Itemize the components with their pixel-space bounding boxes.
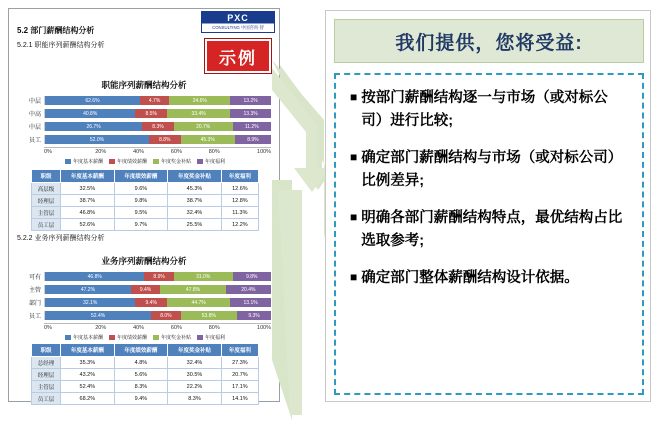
- bar-segment: 9.4%: [131, 285, 160, 294]
- chart-bars: [44, 285, 271, 294]
- column-header: 年度绩效薪酬: [114, 170, 168, 183]
- chart-row-label: 员工: [28, 314, 41, 320]
- sample-stamp: 示例: [205, 39, 271, 73]
- flow-arrow-icon: [272, 60, 332, 420]
- chart-x-axis: [44, 323, 271, 331]
- legend-label: 年度基本薪酬: [72, 159, 103, 165]
- table-cell: 员工层: [32, 219, 61, 231]
- bullet-square-icon: ■: [350, 150, 358, 164]
- table-cell: 高层级: [32, 183, 61, 195]
- chart-2-title: 业务序列薪酬结构分析: [101, 256, 187, 266]
- benefits-list: [334, 73, 644, 395]
- chart-bars: [44, 122, 271, 131]
- column-header: 职级: [32, 344, 61, 357]
- bar-segment: 4.7%: [140, 96, 169, 105]
- benefits-title: 我们提供，您将受益:: [395, 32, 583, 54]
- bar-segment: 13.3%: [230, 109, 271, 118]
- table-header-row: [32, 170, 259, 183]
- bar-segment: 45.3%: [181, 135, 235, 144]
- axis-tick: 100%: [256, 149, 271, 155]
- table-cell: 38.7%: [168, 195, 222, 207]
- bar-segment: 47.2%: [45, 285, 131, 294]
- column-header: 年度奖金补贴: [168, 344, 222, 357]
- chart-bars: [44, 135, 271, 144]
- axis-tick: 100%: [256, 325, 271, 331]
- table-cell: 12.6%: [221, 183, 258, 195]
- bar-segment: 20.7%: [174, 122, 233, 131]
- table-cell: 5.6%: [114, 369, 168, 381]
- table-row: [32, 219, 259, 231]
- legend-label: 年度奖金补贴: [161, 335, 192, 341]
- chart-row: [19, 121, 271, 132]
- chart-row: [19, 134, 271, 145]
- table-cell: 9.8%: [114, 195, 168, 207]
- axis-tick: 60%: [170, 149, 182, 155]
- chart-bars: [44, 298, 271, 307]
- bar-segment: 8.3%: [142, 122, 174, 131]
- table-cell: 11.3%: [221, 207, 258, 219]
- table-2: [31, 343, 259, 405]
- bar-segment: 31.0%: [174, 272, 233, 281]
- table-cell: 25.5%: [168, 219, 222, 231]
- table-cell: 14.1%: [221, 393, 258, 405]
- table-cell: 20.7%: [221, 369, 258, 381]
- chart-bars: [44, 109, 271, 118]
- bar-segment: 52.4%: [45, 311, 151, 320]
- bar-segment: 44.7%: [167, 298, 230, 307]
- chart-bars: [44, 272, 271, 281]
- axis-tick: 0%: [44, 325, 52, 331]
- chart-row-label: 员工: [28, 138, 41, 144]
- table-cell: 38.7%: [61, 195, 115, 207]
- bar-segment: 47.8%: [160, 285, 226, 294]
- bar-segment: 52.0%: [45, 135, 149, 144]
- list-item: [350, 87, 628, 133]
- legend-item: [197, 158, 225, 165]
- axis-tick: 80%: [208, 325, 220, 331]
- axis-tick: 60%: [170, 325, 182, 331]
- table-row: [32, 369, 259, 381]
- bar-segment: 33.4%: [167, 109, 230, 118]
- legend-item: [153, 158, 191, 165]
- document-heading-2: 5.2.1 职能序列薪酬结构分析: [17, 42, 105, 49]
- table-cell: 9.6%: [114, 183, 168, 195]
- chart-row-label: 中高: [28, 112, 41, 118]
- bar-segment: 24.6%: [169, 96, 230, 105]
- company-logo: [201, 11, 275, 33]
- column-header: 年度基本薪酬: [61, 170, 115, 183]
- logo-line-2: CONSULTING 中国咨询·智: [212, 25, 264, 30]
- bar-segment: 40.8%: [45, 109, 135, 118]
- table-cell: 27.3%: [221, 357, 258, 369]
- table-cell: 8.3%: [114, 381, 168, 393]
- table-row: [32, 207, 259, 219]
- legend-label: 年度绩效薪酬: [116, 335, 147, 341]
- table-cell: 总经理: [32, 357, 61, 369]
- table-row: [32, 195, 259, 207]
- column-header: 年度基本薪酬: [61, 344, 115, 357]
- axis-tick: 20%: [95, 149, 107, 155]
- chart-row-label: 可有: [28, 275, 41, 281]
- legend-label: 年度绩效薪酬: [116, 159, 147, 165]
- benefits-panel: [325, 10, 651, 402]
- list-item-text: 确定部门薪酬结构与市场（或对标公司）比例差异;: [361, 150, 623, 189]
- bar-segment: 9.8%: [233, 272, 271, 281]
- chart-row-label: 中层: [28, 99, 41, 105]
- table-cell: 9.5%: [114, 207, 168, 219]
- chart-row-label: 中层: [28, 125, 41, 131]
- axis-tick: 40%: [133, 149, 145, 155]
- chart-row: [19, 284, 271, 295]
- legend-swatch-icon: [109, 159, 115, 164]
- table-cell: 经理层: [32, 369, 61, 381]
- table-cell: 4.8%: [114, 357, 168, 369]
- list-item-text: 确定部门整体薪酬结构设计依据。: [361, 270, 579, 286]
- column-header: 年度绩效薪酬: [114, 344, 168, 357]
- bullet-square-icon: ■: [350, 90, 358, 104]
- chart-legend: [19, 334, 271, 341]
- chart-row: [19, 271, 271, 282]
- bar-segment: 11.2%: [233, 122, 271, 131]
- legend-item: [109, 334, 147, 341]
- legend-swatch-icon: [65, 335, 71, 340]
- logo-line-1: PXC: [227, 13, 249, 23]
- legend-item: [197, 334, 225, 341]
- axis-tick: 80%: [208, 149, 220, 155]
- table-cell: 52.6%: [61, 219, 115, 231]
- chart-x-axis: [44, 147, 271, 155]
- legend-swatch-icon: [197, 159, 203, 164]
- bullet-square-icon: ■: [350, 210, 358, 224]
- bar-segment: 62.6%: [45, 96, 140, 105]
- chart-row: [19, 297, 271, 308]
- table-cell: 22.2%: [168, 381, 222, 393]
- table-row: [32, 357, 259, 369]
- table-cell: 8.3%: [168, 393, 222, 405]
- table-cell: 9.7%: [114, 219, 168, 231]
- bullet-square-icon: ■: [350, 270, 358, 284]
- table-row: [32, 381, 259, 393]
- bar-segment: 26.7%: [45, 122, 142, 131]
- chart-bars: [44, 311, 271, 320]
- list-item-text: 按部门薪酬结构逐一与市场（或对标公司）进行比较;: [361, 90, 608, 129]
- table-cell: 52.4%: [61, 381, 115, 393]
- chart-bars: [44, 96, 271, 105]
- table-header-row: [32, 344, 259, 357]
- legend-label: 年度福利: [205, 159, 226, 165]
- table-cell: 32.4%: [168, 357, 222, 369]
- axis-tick: 20%: [95, 325, 107, 331]
- legend-label: 年度奖金补贴: [161, 159, 192, 165]
- table-cell: 45.3%: [168, 183, 222, 195]
- axis-tick: 40%: [133, 325, 145, 331]
- benefits-title-box: [334, 19, 644, 63]
- table-cell: 9.4%: [114, 393, 168, 405]
- bar-segment: 13.1%: [230, 298, 271, 307]
- table-cell: 经理层: [32, 195, 61, 207]
- table-cell: 17.1%: [221, 381, 258, 393]
- table-cell: 68.2%: [61, 393, 115, 405]
- chart-1-title: 职能序列薪酬结构分析: [101, 80, 187, 90]
- legend-item: [65, 158, 103, 165]
- column-header: 年度福利: [221, 170, 258, 183]
- chart-legend: [19, 158, 271, 165]
- chart-row: [19, 95, 271, 106]
- legend-item: [153, 334, 191, 341]
- bar-segment: 8.8%: [149, 135, 181, 144]
- bar-segment: 20.4%: [226, 285, 271, 294]
- chart-1: [19, 95, 271, 165]
- legend-item: [65, 334, 103, 341]
- axis-tick: 0%: [44, 149, 52, 155]
- list-item: [350, 207, 628, 253]
- bar-segment: 8.0%: [151, 311, 180, 320]
- bar-segment: 9.3%: [237, 311, 271, 320]
- legend-swatch-icon: [153, 335, 159, 340]
- list-item-text: 明确各部门薪酬结构特点，最优结构占比选取参考;: [361, 210, 623, 249]
- chart-2: [19, 271, 271, 341]
- chart-row: [19, 108, 271, 119]
- bar-segment: 8.5%: [135, 109, 167, 118]
- table-cell: 32.5%: [61, 183, 115, 195]
- table-row: [32, 393, 259, 405]
- list-item: [350, 267, 628, 290]
- bar-segment: 8.9%: [235, 135, 271, 144]
- table-1: [31, 169, 259, 231]
- legend-swatch-icon: [109, 335, 115, 340]
- bar-segment: 53.8%: [181, 311, 238, 320]
- table-cell: 46.8%: [61, 207, 115, 219]
- bar-segment: 9.4%: [135, 298, 167, 307]
- document-heading-1: 5.2 部门薪酬结构分析: [17, 26, 95, 35]
- table-cell: 12.2%: [221, 219, 258, 231]
- legend-item: [109, 158, 147, 165]
- bar-segment: 8.9%: [144, 272, 173, 281]
- legend-label: 年度基本薪酬: [72, 335, 103, 341]
- list-item: [350, 147, 628, 193]
- table-cell: 12.8%: [221, 195, 258, 207]
- chart-row-label: 部门: [28, 301, 41, 307]
- legend-swatch-icon: [65, 159, 71, 164]
- table-cell: 主管层: [32, 207, 61, 219]
- legend-label: 年度福利: [205, 335, 226, 341]
- table-cell: 主管层: [32, 381, 61, 393]
- bar-segment: 32.1%: [45, 298, 135, 307]
- table-cell: 30.5%: [168, 369, 222, 381]
- chart-row: [19, 310, 271, 321]
- column-header: 年度福利: [221, 344, 258, 357]
- bar-segment: 46.8%: [45, 272, 144, 281]
- column-header: 职级: [32, 170, 61, 183]
- column-header: 年度奖金补贴: [168, 170, 222, 183]
- table-cell: 32.4%: [168, 207, 222, 219]
- document-page: [8, 8, 280, 402]
- table-cell: 员工层: [32, 393, 61, 405]
- table-cell: 35.3%: [61, 357, 115, 369]
- table-cell: 43.2%: [61, 369, 115, 381]
- legend-swatch-icon: [197, 335, 203, 340]
- chart-row-label: 主管: [28, 288, 41, 294]
- table-row: [32, 183, 259, 195]
- bar-segment: 13.2%: [230, 96, 271, 105]
- document-heading-3: 5.2.2 业务序列薪酬结构分析: [17, 235, 105, 242]
- legend-swatch-icon: [153, 159, 159, 164]
